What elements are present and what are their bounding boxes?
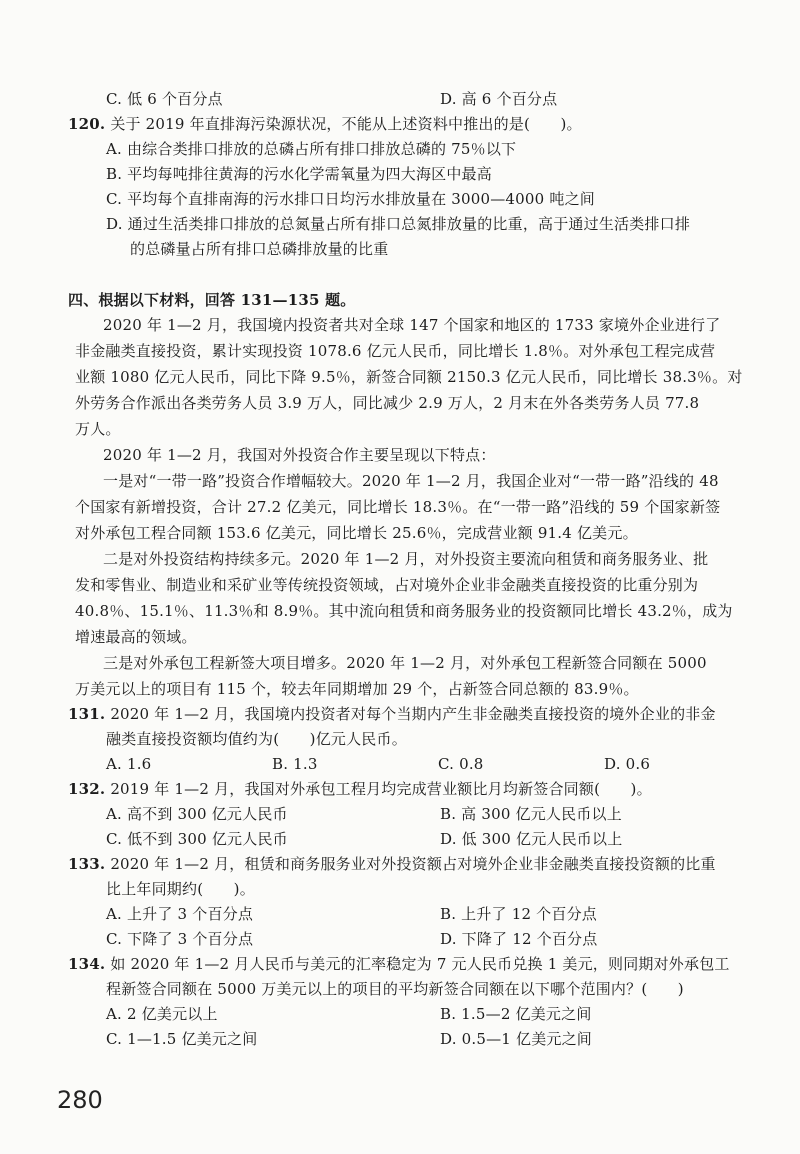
material-para5-line1: 三是对外承包工程新签大项目增多。2020 年 1—2 月，对外承包工程新签合同额在 5000 (103, 654, 707, 672)
q134-stem-line1 (68, 953, 730, 975)
q120-stem: 关于 2019 年直排海污染源状况，不能从上述资料中推出的是( )。 (110, 115, 582, 133)
q133-number: 133. (68, 855, 106, 873)
q119-option-c: C. 低 6 个百分点 (106, 90, 223, 108)
material-para3-line2: 个国家有新增投资，合计 27.2 亿美元，同比增长 18.3％。在“一带一路”沿线的 59 个国家新签 (75, 498, 721, 516)
material-para5-line2: 万美元以上的项目有 115 个，较去年同期增加 29 个，占新签合同总额的 83.9％。 (75, 680, 639, 698)
material-para1-line3: 业额 1080 亿元人民币，同比下降 9.5％，新签合同额 2150.3 亿元人民币，同比增长 38.3％。对 (75, 368, 743, 386)
q134-option-b: B. 1.5—2 亿美元之间 (440, 1005, 592, 1023)
material-para4-line1: 二是对外投资结构持续多元。2020 年 1—2 月，对外投资主要流向租赁和商务服务业、批 (103, 550, 709, 568)
q131-number: 131. (68, 705, 106, 723)
q120-option-a: A. 由综合类排口排放的总磷占所有排口排放总磷的 75％以下 (106, 140, 517, 158)
q120-option-d-line1: D. 通过生活类排口排放的总氮量占所有排口总氮排放量的比重，高于通过生活类排口排 (106, 215, 691, 233)
q133-option-d: D. 下降了 12 个百分点 (440, 930, 598, 948)
q133-option-a: A. 上升了 3 个百分点 (106, 905, 254, 923)
q120-option-c: C. 平均每个直排南海的污水排口日均污水排放量在 3000—4000 吨之间 (106, 190, 595, 208)
q134-option-d: D. 0.5—1 亿美元之间 (440, 1030, 592, 1048)
q134-stem: 如 2020 年 1—2 月人民币与美元的汇率稳定为 7 元人民币兑换 1 美元，则同期对外承包工 (110, 955, 730, 973)
material-para1-line1: 2020 年 1—2 月，我国境内投资者共对全球 147 个国家和地区的 1733 家境外企业进行了 (103, 316, 721, 334)
q134-option-c: C. 1—1.5 亿美元之间 (106, 1030, 258, 1048)
material-para2-line1: 2020 年 1—2 月，我国对外投资合作主要呈现以下特点： (103, 446, 496, 464)
q133-option-b: B. 上升了 12 个百分点 (440, 905, 597, 923)
q132-stem-line (68, 778, 652, 800)
q133-stem-line2: 比上年同期约( )。 (106, 880, 255, 898)
material-para1-line2: 非金融类直接投资，累计实现投资 1078.6 亿元人民币，同比增长 1.8％。对外承包工程完成营 (75, 342, 716, 360)
q120-option-d-line2: 的总磷量占所有排口总磷排放量的比重 (130, 240, 389, 258)
q133-stem-line1 (68, 853, 716, 875)
q133-stem: 2020 年 1—2 月，租赁和商务服务业对外投资额占对境外企业非金融类直接投资额的比重 (110, 855, 716, 873)
material-para3-line3: 对外承包工程合同额 153.6 亿美元，同比增长 25.6％，完成营业额 91.4 亿美元。 (75, 524, 638, 542)
q132-number: 132. (68, 780, 106, 798)
q134-stem-line2: 程新签合同额在 5000 万美元以上的项目的平均新签合同额在以下哪个范围内？( ) (106, 980, 684, 998)
q131-option-a: A. 1.6 (106, 755, 152, 773)
q134-number: 134. (68, 955, 106, 973)
q132-option-b: B. 高 300 亿元人民币以上 (440, 805, 622, 823)
section-4-title: 四、根据以下材料，回答 131—135 题。 (68, 291, 356, 309)
q132-option-d: D. 低 300 亿元人民币以上 (440, 830, 623, 848)
q131-option-c: C. 0.8 (438, 755, 484, 773)
q131-option-b: B. 1.3 (272, 755, 318, 773)
page-number: 280 (57, 1086, 103, 1114)
q133-option-c: C. 下降了 3 个百分点 (106, 930, 254, 948)
material-para1-line4: 外劳务合作派出各类劳务人员 3.9 万人，同比减少 2.9 万人，2 月末在外各类劳务人员 77.8 (75, 394, 700, 412)
material-para4-line3: 40.8％、15.1％、11.3％和 8.9％。其中流向租赁和商务服务业的投资额同比增长 43.2％，成为 (75, 602, 733, 620)
q132-option-c: C. 低不到 300 亿元人民币 (106, 830, 288, 848)
q120-stem-line (68, 113, 582, 135)
material-para1-line5: 万人。 (75, 420, 121, 438)
q132-option-a: A. 高不到 300 亿元人民币 (106, 805, 288, 823)
material-para4-line2: 发和零售业、制造业和采矿业等传统投资领域，占对境外企业非金融类直接投资的比重分别为 (75, 576, 699, 594)
q134-option-a: A. 2 亿美元以上 (106, 1005, 218, 1023)
q132-stem: 2019 年 1—2 月，我国对外承包工程月均完成营业额比月均新签合同额( )。 (110, 780, 652, 798)
q131-stem-line1 (68, 703, 716, 725)
q120-number: 120. (68, 115, 106, 133)
q120-option-b: B. 平均每吨排往黄海的污水化学需氧量为四大海区中最高 (106, 165, 492, 183)
material-para3-line1: 一是对“一带一路”投资合作增幅较大。2020 年 1—2 月，我国企业对“一带一路”沿线的 48 (103, 472, 719, 490)
q131-option-d: D. 0.6 (604, 755, 651, 773)
q131-stem: 2020 年 1—2 月，我国境内投资者对每个当期内产生非金融类直接投资的境外企业的非金 (110, 705, 716, 723)
material-para4-line4: 增速最高的领域。 (75, 628, 197, 646)
q131-stem-line2: 融类直接投资额均值约为( )亿元人民币。 (106, 730, 407, 748)
q119-option-d: D. 高 6 个百分点 (440, 90, 558, 108)
